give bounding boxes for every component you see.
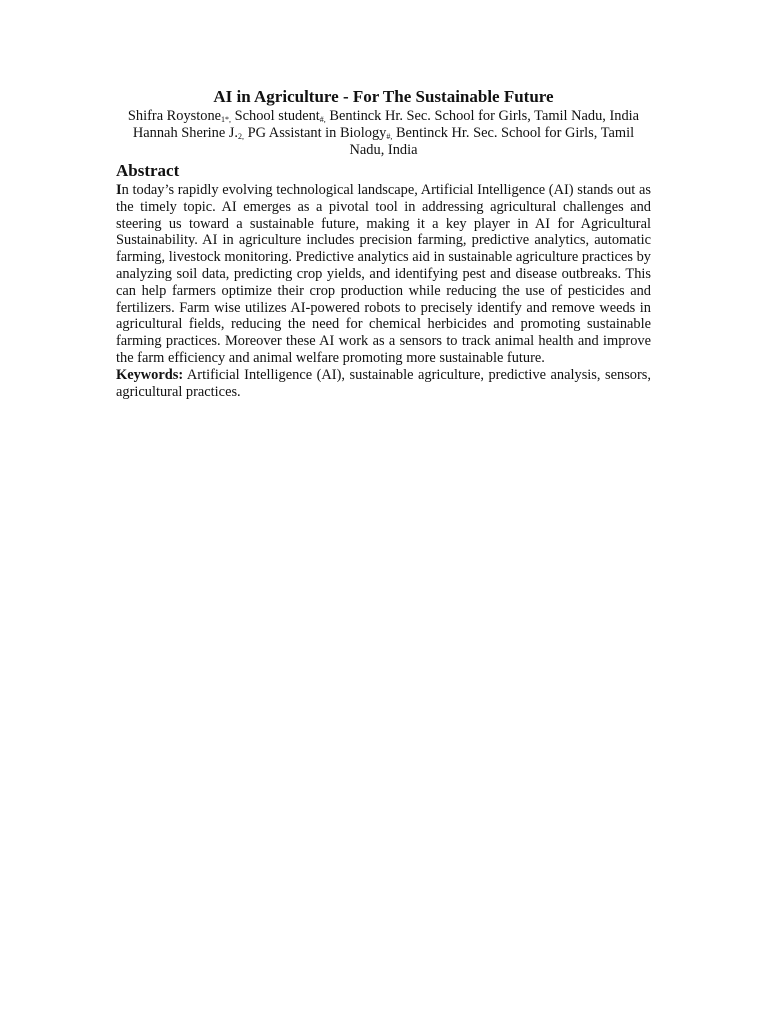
author-2-line <box>116 125 651 159</box>
author-2-role: PG Assistant in Biology <box>244 125 387 141</box>
keywords-line <box>116 367 651 401</box>
author-1-name: Shifra Roystone <box>127 108 222 124</box>
author-1-role: School student <box>231 108 320 124</box>
author-1-affiliation-mark: #, <box>319 115 326 124</box>
abstract-body <box>116 182 651 367</box>
author-2-name: Hannah Sherine J. <box>132 125 238 141</box>
abstract-drop-letter: I <box>116 182 122 198</box>
author-1-index: 1*, <box>221 115 232 124</box>
author-2-affiliation: Bentinck Hr. Sec. School for Girls, Tamil Nadu, India <box>349 125 635 158</box>
abstract-text: n today’s rapidly evolving technological landscape, Artificial Intelligence (AI) stands out as the timely topic. AI emerges as a pivotal tool in addressing agricultural challenges and steering us toward a sustainable future, making it a key player in AI for Agricultural Sustainability. AI in agriculture includes precision farming, predictive analytics, automatic farming, livestock monitoring. Predictive analytics aid in sustainable agriculture practices by analyzing soil data, predicting crop yields, and identifying pest and disease outbreaks. This can help farmers optimize their crop production while reducing the use of pesticides and fertilizers. Farm wise utilizes AI-powered robots to precisely identify and remove weeds in agricultural fields, reducing the need for chemical herbicides and promoting sustainable farming practices. Moreover these AI work as a sensors to track animal health and improve the farm efficiency and animal welfare promoting more sustainable future. <box>116 182 651 366</box>
author-1-affiliation: Bentinck Hr. Sec. School for Girls, Tamil Nadu, India <box>325 108 640 124</box>
paper-title: AI in Agriculture - For The Sustainable Future <box>213 87 554 106</box>
keywords-text: Artificial Intelligence (AI), sustainable agriculture, predictive analysis, sensors, agricultural practices. <box>116 366 651 400</box>
author-2-affiliation-mark: #, <box>386 132 393 141</box>
paper-page <box>116 86 651 400</box>
keywords-label: Keywords: <box>116 366 184 383</box>
author-2-index: 2, <box>238 132 244 141</box>
author-1-line <box>116 108 651 125</box>
abstract-heading: Abstract <box>116 161 180 180</box>
